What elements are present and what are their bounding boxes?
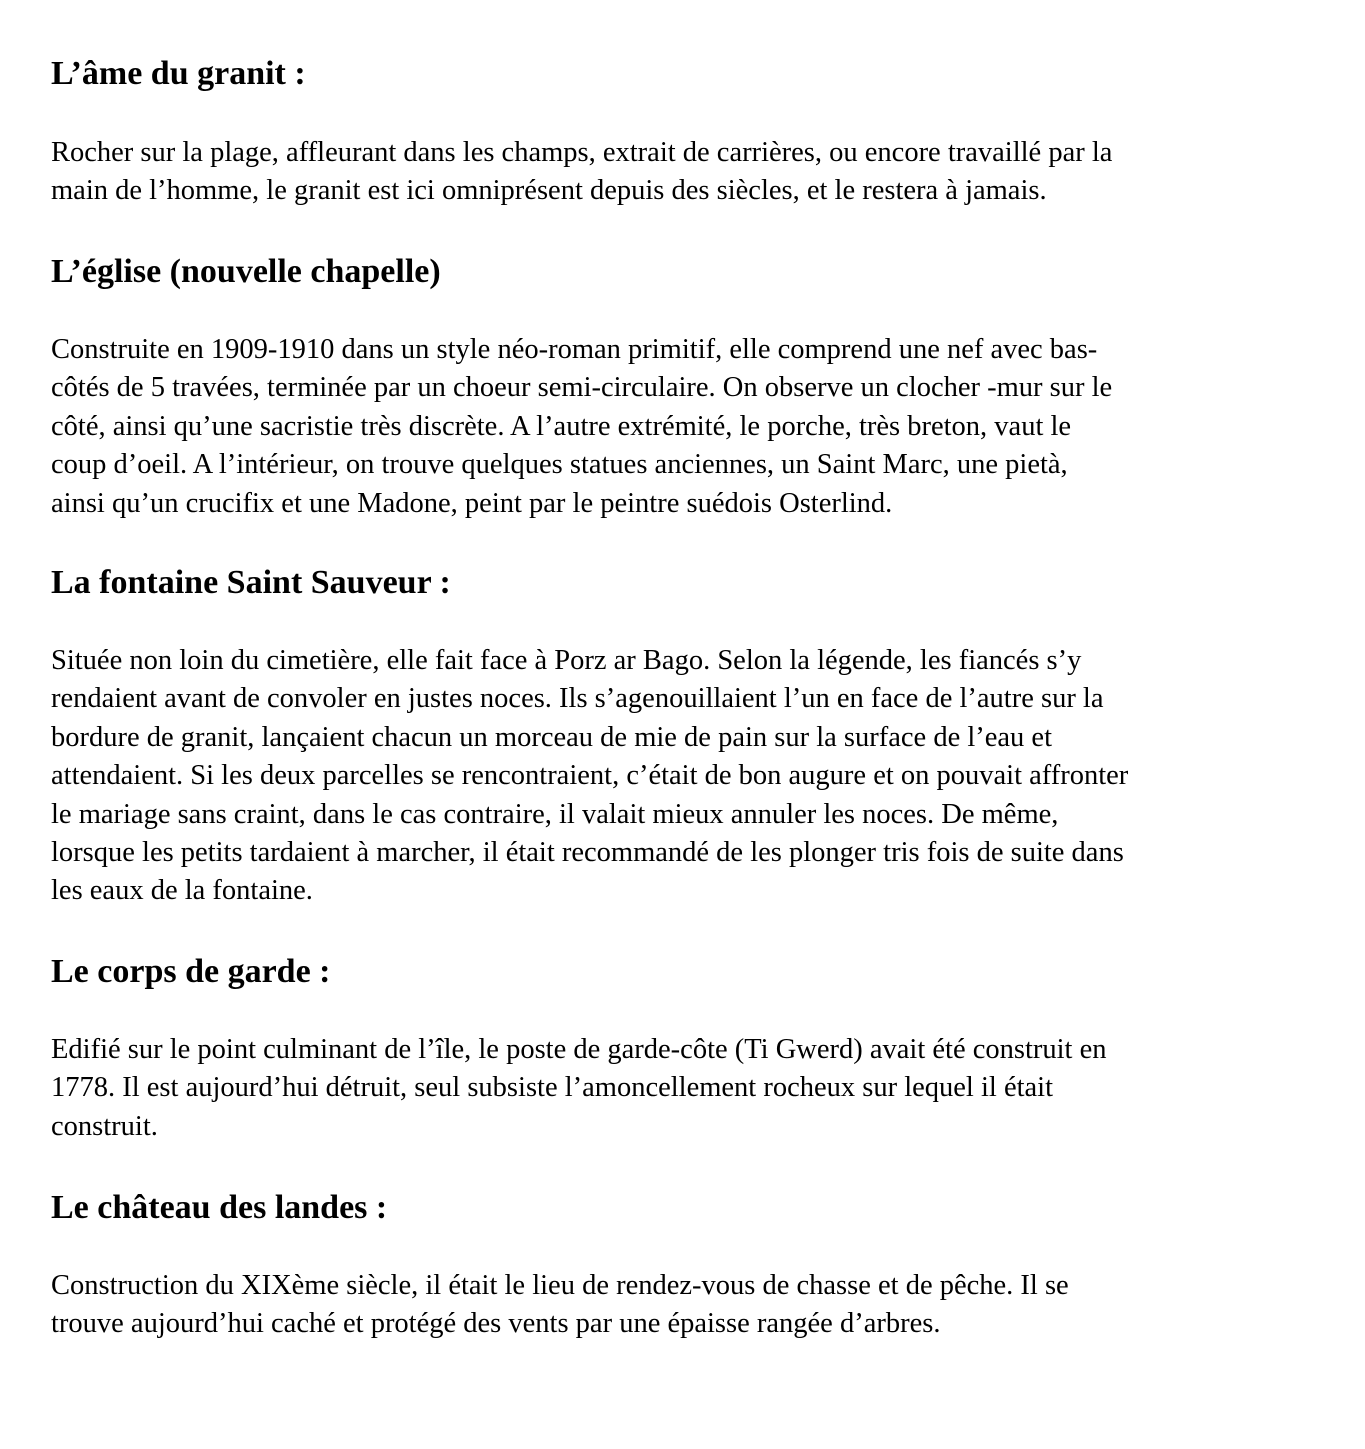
paragraph-line: attendaient. Si les deux parcelles se rencontraient, c’était de bon augure et on pouvait affronter [51,760,1129,792]
paragraph-line: 1778. Il est aujourd’hui détruit, seul subsiste l’amoncellement rocheux sur lequel il était [51,1072,1053,1104]
paragraph-line: Construction du XIXème siècle, il était le lieu de rendez-vous de chasse et de pêche. Il se [51,1270,1069,1301]
paragraph-line: coup d’oeil. A l’intérieur, on trouve quelques statues anciennes, un Saint Marc, une pietà, [51,449,1068,481]
paragraph-line: lorsque les petits tardaient à marcher, il était recommandé de les plonger tris fois de suite dans [51,837,1124,869]
paragraph-line: trouve aujourd’hui caché et protégé des vents par une épaisse rangée d’arbres. [51,1308,941,1340]
paragraph-line: Rocher sur la plage, affleurant dans les champs, extrait de carrières, ou encore travaillé par la [51,137,1113,168]
paragraph-line: construit. [51,1110,158,1142]
paragraph-line: les eaux de la fontaine. [51,875,313,907]
section-paragraph-corps-de-garde [51,1031,1321,1146]
section-heading-fontaine: La fontaine Saint Sauveur : [51,564,451,601]
section-heading-corps-de-garde: Le corps de garde : [51,953,331,990]
paragraph-line: ainsi qu’un crucifix et une Madone, peint par le peintre suédois Osterlind. [51,487,893,519]
paragraph-line: rendaient avant de convoler en justes noces. Ils s’agenouillaient l’un en face de l’autre sur la [51,683,1104,715]
paragraph-line: Construite en 1909-1910 dans un style néo-roman primitif, elle comprend une nef avec bas- [51,334,1098,365]
section-heading-eglise: L’église (nouvelle chapelle) [51,253,441,290]
section-paragraph-granit [51,134,1321,211]
paragraph-line: Edifié sur le point culminant de l’île, le poste de garde-côte (Ti Gwerd) avait été construit en [51,1034,1107,1065]
section-paragraph-chateau [51,1267,1321,1344]
section-paragraph-fontaine [51,642,1321,911]
paragraph-line: main de l’homme, le granit est ici omniprésent depuis des siècles, et le restera à jamais. [51,175,1047,207]
section-paragraph-eglise [51,331,1321,523]
paragraph-line: côté, ainsi qu’une sacristie très discrète. A l’autre extrémité, le porche, très breton, vaut le [51,410,1072,442]
paragraph-line: Située non loin du cimetière, elle fait face à Porz ar Bago. Selon la légende, les fiancés s’y [51,645,1082,676]
paragraph-line: le mariage sans craint, dans le cas contraire, il valait mieux annuler les noces. De même, [51,798,1059,830]
paragraph-line: bordure de granit, lançaient chacun un morceau de mie de pain sur la surface de l’eau et [51,721,1052,753]
paragraph-line: côtés de 5 travées, terminée par un choeur semi-circulaire. On observe un clocher -mur sur le [51,372,1113,404]
section-heading-granit: L’âme du granit : [51,55,306,92]
section-heading-chateau: Le château des landes : [51,1189,388,1226]
